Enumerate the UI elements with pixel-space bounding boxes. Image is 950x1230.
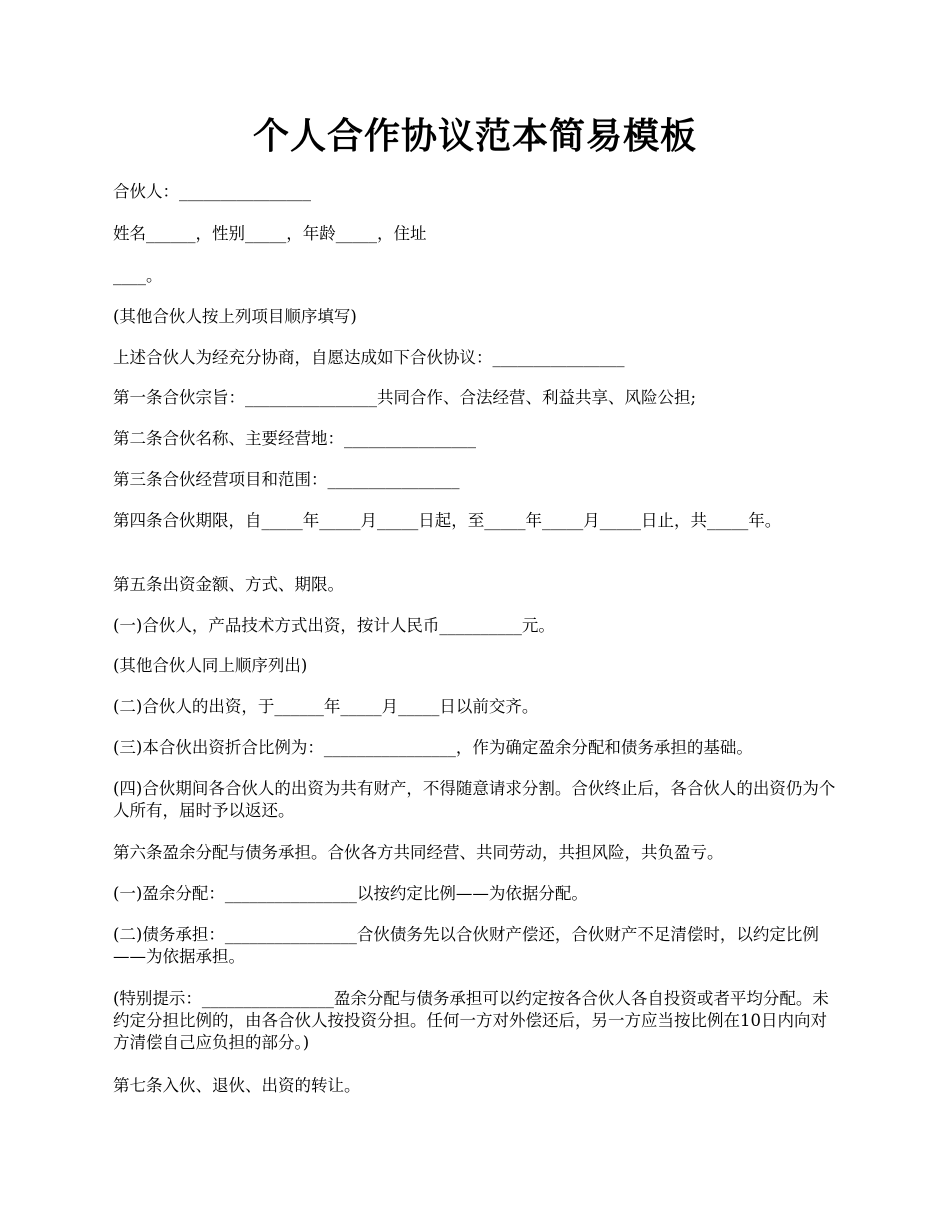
paragraph-article-7: 第七条入伙、退伙、出资的转让。 bbox=[113, 1076, 361, 1095]
paragraph-article-4: 第四条合伙期限，自_____年_____月_____日起，至_____年_____月_____日止，共_____年。 bbox=[113, 511, 782, 530]
paragraph-partner: 合伙人：________________ bbox=[113, 182, 311, 201]
paragraph-other-partners-note: (其他合伙人按上列项目顺序填写) bbox=[113, 307, 357, 326]
paragraph-address-blank: ____。 bbox=[113, 266, 163, 285]
document-title: 个人合作协议范本简易模板 bbox=[252, 115, 697, 157]
paragraph-5-3: (三)本合伙出资折合比例为：________________，作为确定盈余分配和债务承担的基础。 bbox=[113, 738, 753, 757]
paragraph-article-3: 第三条合伙经营项目和范围：________________ bbox=[113, 470, 460, 489]
paragraph-6-2: (二)债务承担：________________合伙债务先以合伙财产偿还，合伙财产不足清偿时，以约定比例——为依据承担。 bbox=[113, 925, 819, 966]
paragraph-article-1: 第一条合伙宗旨：________________共同合作、合法经营、利益共享、风险公担; bbox=[113, 388, 697, 407]
paragraph-personal-info: 姓名______，性别_____，年龄_____，住址 bbox=[113, 224, 427, 243]
paragraph-5-4: (四)合伙期间各合伙人的出资为共有财产，不得随意请求分割。合伙终止后，各合伙人的出资仍为个人所有，届时予以返还。 bbox=[113, 779, 836, 820]
paragraph-5-2: (二)合伙人的出资，于______年_____月_____日以前交齐。 bbox=[113, 697, 539, 716]
paragraph-5-note: (其他合伙人同上顺序列出) bbox=[113, 656, 308, 675]
paragraph-agreement-intro: 上述合伙人为经充分协商，自愿达成如下合伙协议：________________ bbox=[113, 348, 625, 367]
paragraph-5-1: (一)合伙人，产品技术方式出资，按计人民币__________元。 bbox=[113, 616, 555, 635]
paragraph-article-5: 第五条出资金额、方式、期限。 bbox=[113, 575, 344, 594]
paragraph-special-note: (特别提示：________________盈余分配与债务承担可以约定按各合伙人各自投资或者平均分配。未约定分担比例的，由各合伙人按投资分担。任何一方对外偿还后，另一方应当按比例在10日内向对方清偿自己应负担的部分。) bbox=[113, 989, 829, 1052]
paragraph-article-2: 第二条合伙名称、主要经营地：________________ bbox=[113, 429, 476, 448]
paragraph-article-6: 第六条盈余分配与债务承担。合伙各方共同经营、共同劳动，共担风险，共负盈亏。 bbox=[113, 843, 724, 862]
paragraph-6-1: (一)盈余分配：________________以按约定比例——为依据分配。 bbox=[113, 884, 588, 903]
